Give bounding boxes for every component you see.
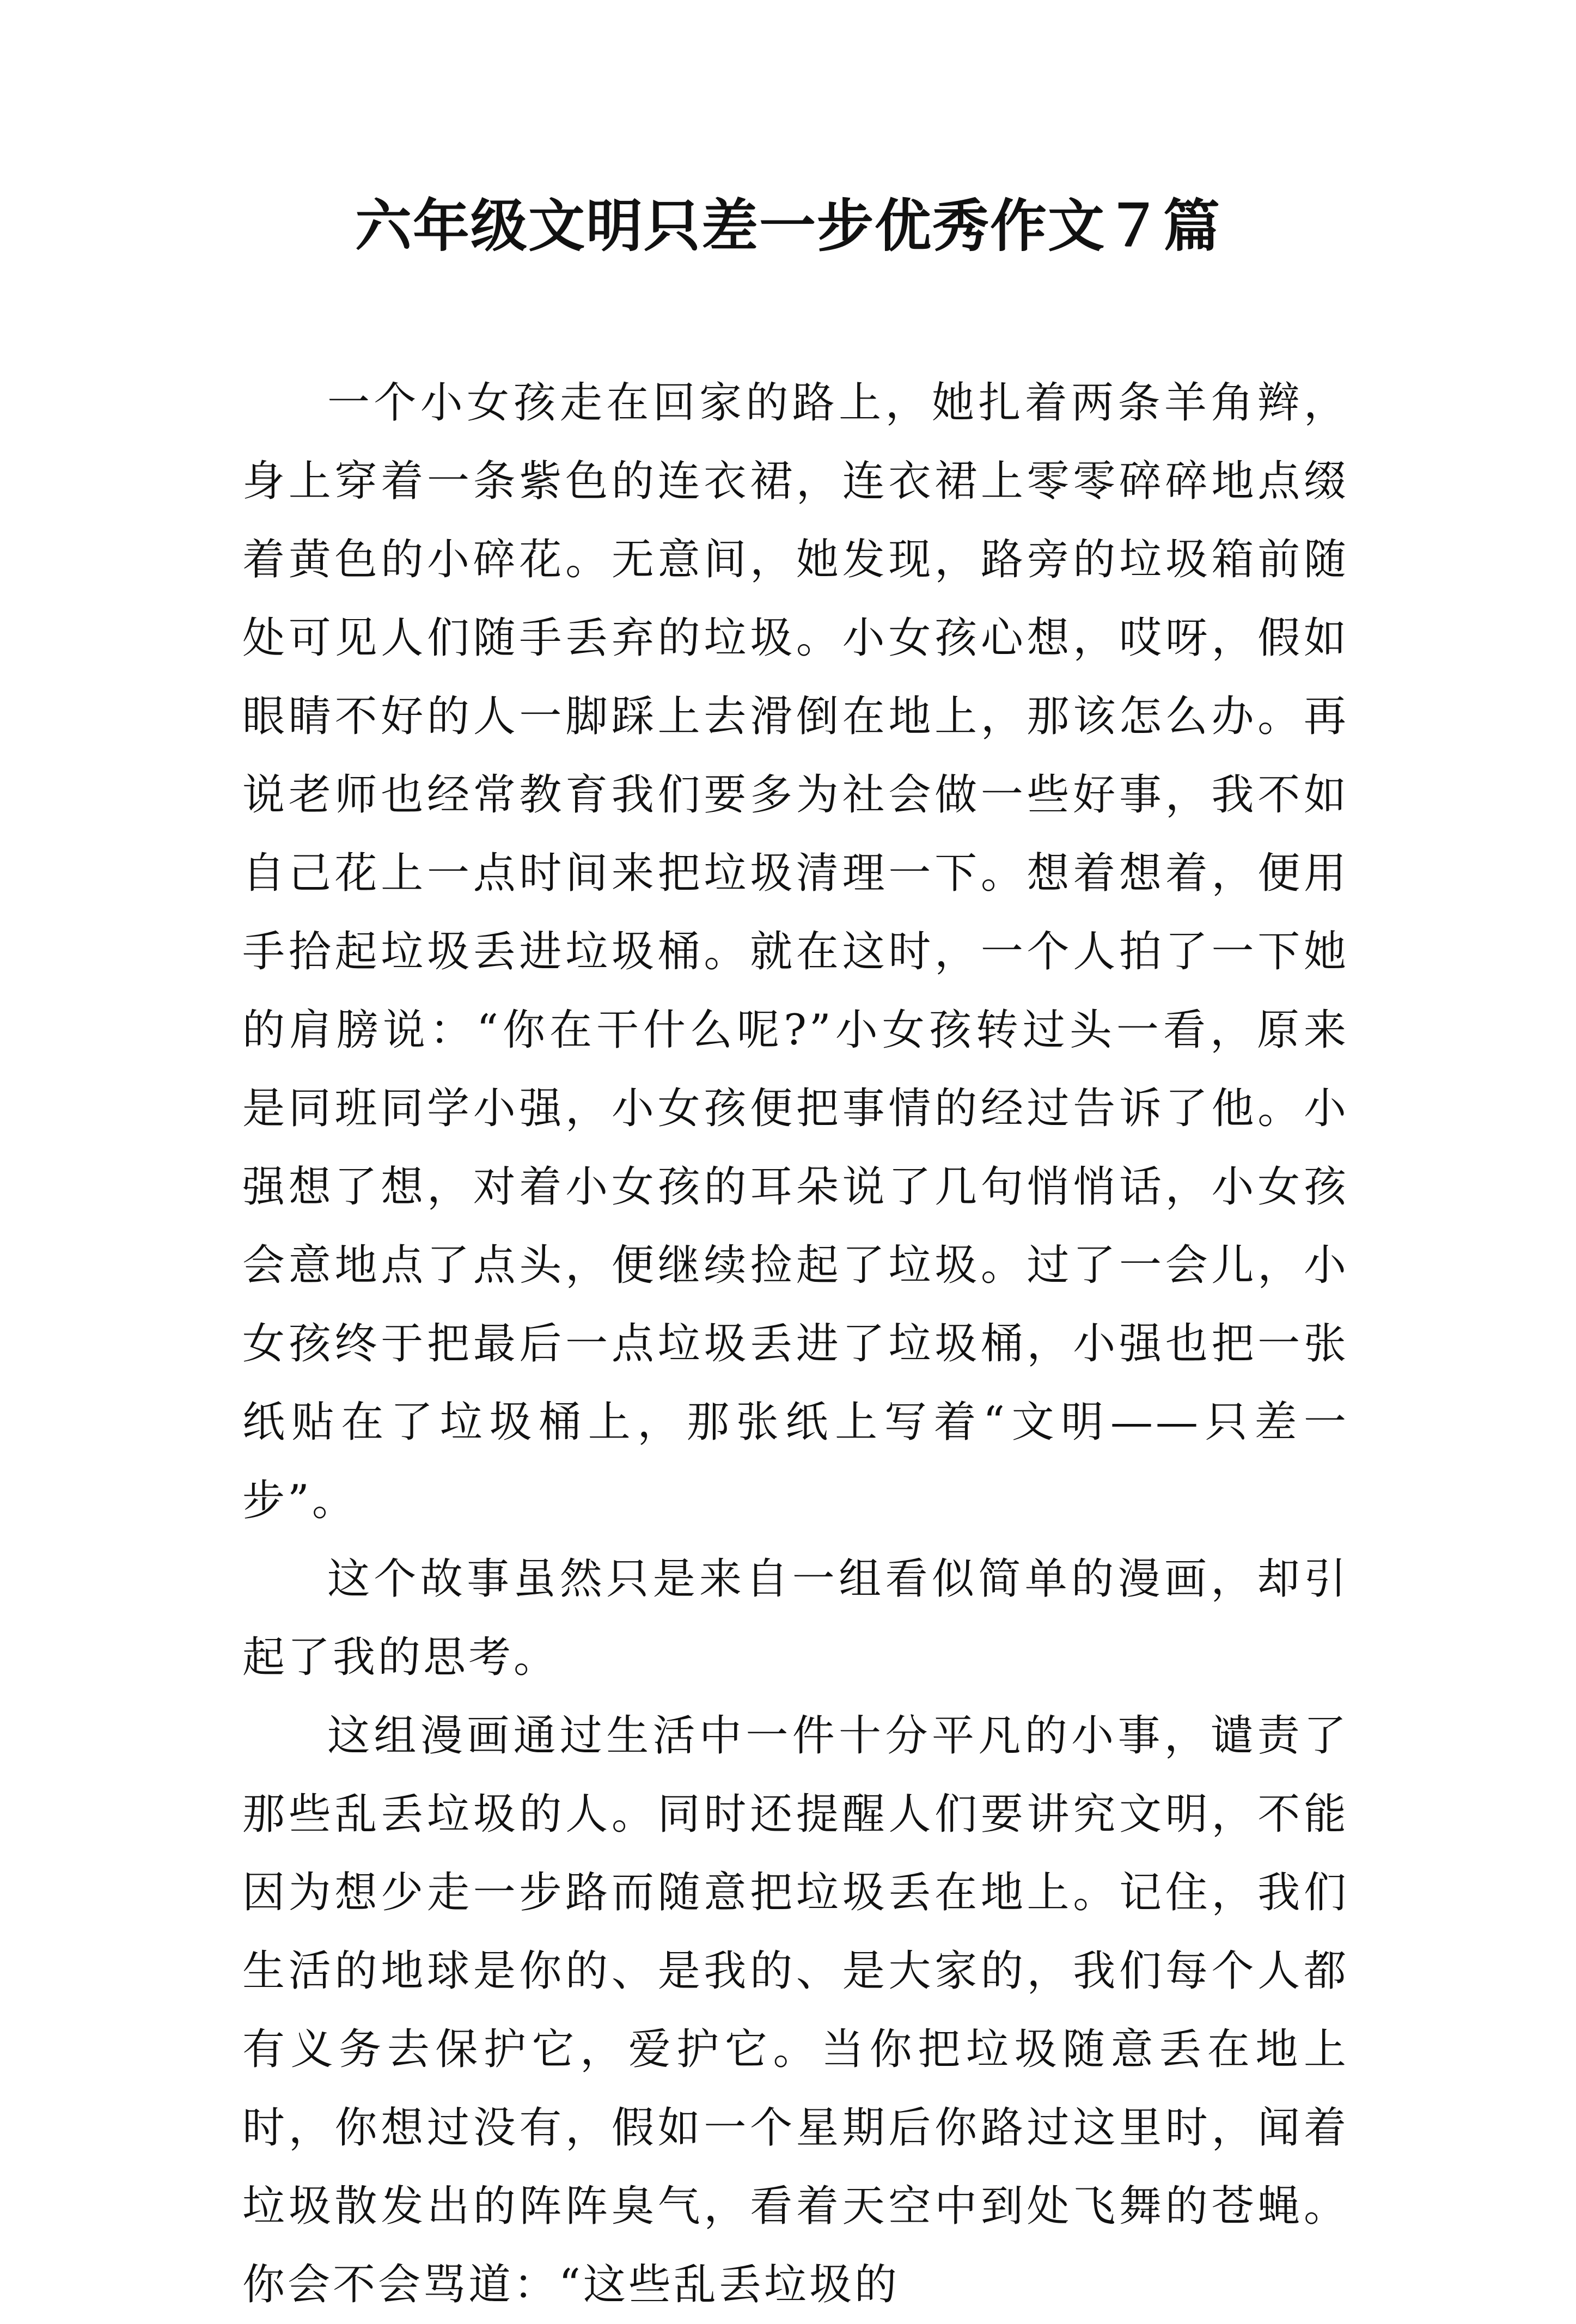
document-title: 六年级文明只差一步优秀作文７篇 (355, 192, 1221, 259)
paragraph-1: 一个小女孩走在回家的路上，她扎着两条羊角辫，身上穿着一条紫色的连衣裙，连衣裙上零零碎碎地点缀着黄色的小碎花。无意间，她发现，路旁的垃圾箱前随处可见人们随手丢弃的垃圾。小女孩心想，哎呀，假如眼睛不好的人一脚踩上去滑倒在地上，那该怎么办。再说老师也经常教育我们要多为社会做一些好事，我不如自己花上一点时间来把垃圾清理一下。想着想着，便用手拾起垃圾丢进垃圾桶。就在这时，一个人拍了一下她的肩膀说：“你在干什么呢?”小女孩转过头一看，原来是同班同学小强，小女孩便把事情的经过告诉了他。小强想了想，对着小女孩的耳朵说了几句悄悄话，小女孩会意地点了点头，便继续捡起了垃圾。过了一会儿，小女孩终于把最后一点垃圾丢进了垃圾桶，小强也把一张纸贴在了垃圾桶上，那张纸上写着“文明——只差一步”。 (242, 378, 1349, 1525)
paragraph-3: 这组漫画通过生活中一件十分平凡的小事，谴责了那些乱丢垃圾的人。同时还提醒人们要讲究文明，不能因为想少走一步路而随意把垃圾丢在地上。记住，我们生活的地球是你的、是我的、是大家的，我们每个人都有义务去保护它，爱护它。当你把垃圾随意丢在地上时，你想过没有，假如一个星期后你路过这里时，闻着垃圾散发出的阵阵臭气，看着天空中到处飞舞的苍蝇。你会不会骂道：“这些乱丢垃圾的 (242, 1711, 1349, 2309)
paragraph-2: 这个故事虽然只是来自一组看似简单的漫画，却引起了我的思考。 (242, 1555, 1349, 1682)
document-body (242, 364, 1349, 2324)
